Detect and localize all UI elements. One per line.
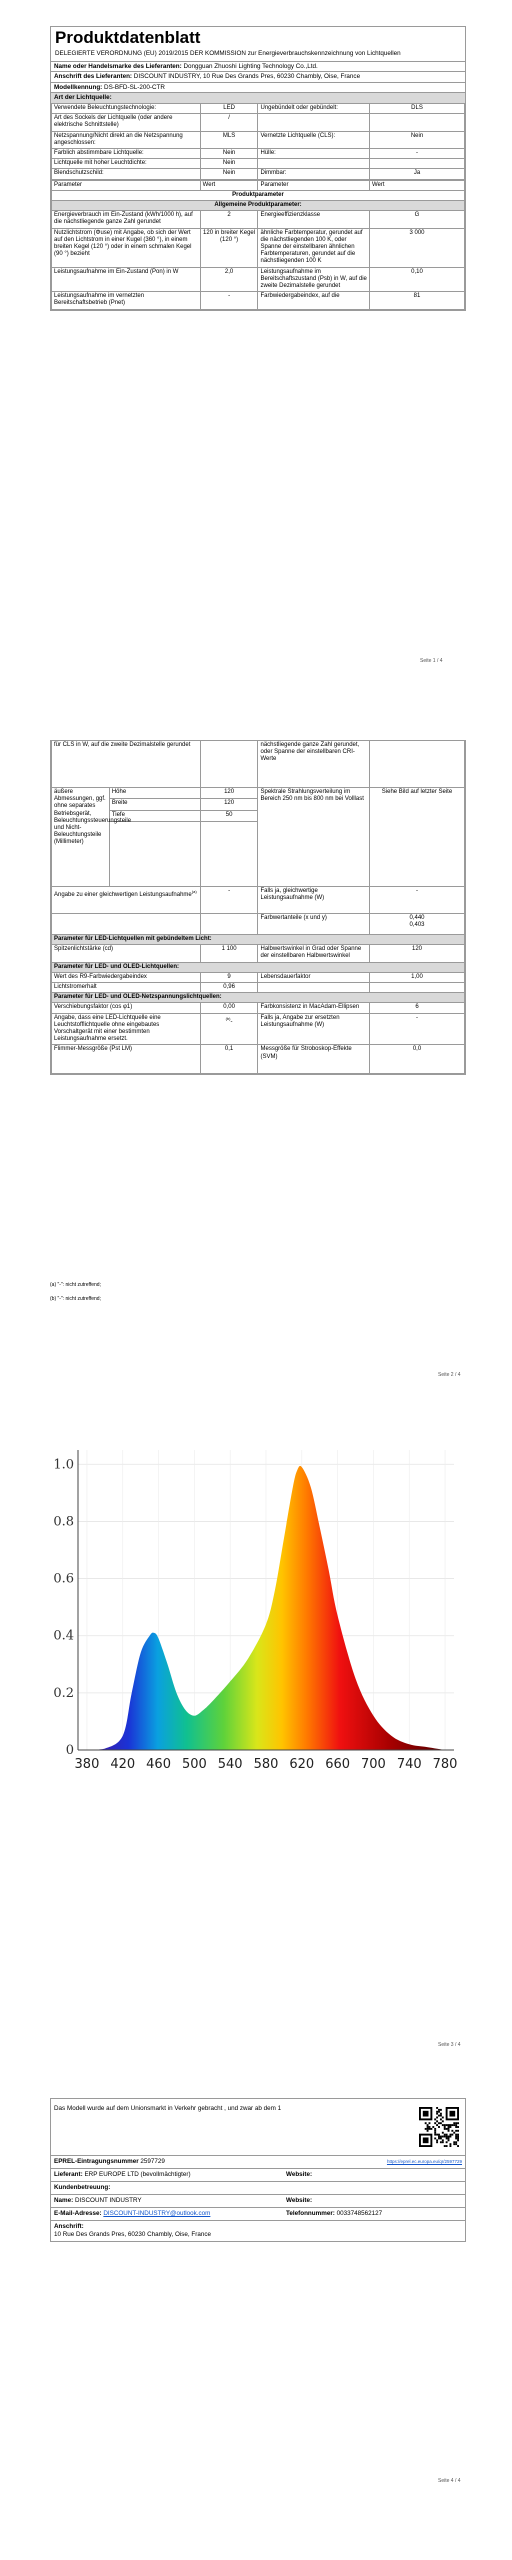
y-tick-label: 0.8 — [53, 1514, 74, 1530]
page2-table — [51, 740, 465, 1074]
qr-module — [457, 2126, 459, 2128]
consist-label: Farbkonsistenz in MacAdam-Ellipsen — [258, 1003, 370, 1013]
note-a: (a) "-": nicht zutreffend; — [50, 1282, 101, 1288]
name-label: Name: — [54, 2197, 74, 2204]
qr-module — [449, 2124, 451, 2126]
qr-module — [449, 2136, 451, 2138]
qr-module — [455, 2130, 457, 2132]
general-v2: G — [369, 211, 464, 228]
website-label: Website: — [286, 2171, 313, 2178]
eprel-link[interactable]: https://eprel.ec.europa.eu/qr/2597729 — [386, 2159, 462, 2164]
email-row — [51, 2207, 465, 2220]
qr-module — [438, 2136, 440, 2138]
type-v2: Nein — [369, 131, 464, 148]
anschrift-label: Anschrift: — [54, 2223, 84, 2230]
qr-module — [436, 2107, 438, 2109]
qr-module — [440, 2113, 442, 2115]
eprel-label: EPREL-Eintragungsnummer — [54, 2158, 139, 2165]
qr-module — [438, 2122, 440, 2124]
qr-module — [444, 2145, 446, 2147]
chroma-x: 0,440 — [409, 915, 425, 921]
type-v1: LED — [200, 103, 258, 113]
type-l1: Farblich abstimmbare Lichtquelle: — [52, 148, 201, 158]
supplier-value: Dongguan Zhuoshi Lighting Technology Co.,Ltd. — [183, 62, 318, 70]
claim-right-value: - — [369, 1013, 464, 1045]
qr-module — [434, 2134, 436, 2136]
kundenbetreuung-row — [51, 2181, 465, 2194]
claim-label: Angabe, dass eine LED-Lichtquelle eine Leuchtstofflichtquelle ohne eingebautes Vorschaltgerät mit einer bestimmten Leistungsaufnahme ersetzt. — [52, 1013, 201, 1045]
qr-module — [448, 2126, 450, 2128]
qr-module — [440, 2136, 442, 2138]
qr-module — [442, 2120, 444, 2122]
qr-module — [427, 2126, 429, 2128]
qr-module — [444, 2126, 446, 2128]
qr-module — [440, 2109, 442, 2111]
type-v1: Nein — [200, 148, 258, 158]
qr-module — [446, 2145, 448, 2147]
general-row — [52, 292, 465, 309]
type-v2: DLS — [369, 103, 464, 113]
col-param-2: Parameter — [258, 180, 370, 190]
qr-module — [448, 2130, 450, 2132]
regulation-text: DELEGIERTE VERORDNUNG (EU) 2019/2015 DER KOMMISSION zur Energieverbrauchskennzeichnung von Lichtquellen — [55, 50, 401, 57]
qr-module — [432, 2126, 434, 2128]
general-l1: Leistungsaufnahme im Ein-Zustand (Pon) in W — [52, 267, 201, 292]
strobo-label: Messgröße für Stroboskop-Effekte (SVM) — [258, 1045, 370, 1074]
note-b: (b) "-": nicht zutreffend; — [50, 1296, 101, 1302]
equiv-label: Angabe zu einer gleichwertigen Leistungsaufnahme$^{(a)}$ — [52, 887, 201, 914]
qr-module — [438, 2109, 440, 2111]
qr-module — [440, 2137, 442, 2139]
mains-heading: Parameter für LED- und OLED-Netzspannungslichtquellen: — [52, 993, 465, 1003]
qr-module — [455, 2126, 457, 2128]
anschrift-value: 10 Rue Des Grands Pres, 60230 Chambly, Oise, France — [54, 2231, 212, 2238]
dims-label: äußere Abmessungen, ggf. ohne separates Betriebsgerät, Beleuchtungssteuerungsteile und Nicht-Beleuchtungsteile (Millimeter) — [52, 788, 110, 887]
qr-module — [438, 2137, 440, 2139]
consist-value: 6 — [369, 1003, 464, 1013]
claim-value: $^{(b)}$- — [200, 1013, 258, 1045]
general-row — [52, 228, 465, 267]
phone-group — [286, 2210, 382, 2218]
qr-module — [455, 2136, 457, 2138]
dim-value-1: 120 — [200, 799, 258, 810]
flicker-value: 0,1 — [200, 1045, 258, 1074]
x-tick-label: 660 — [325, 1757, 351, 1772]
qr-module — [442, 2124, 444, 2126]
qr-module — [436, 2120, 438, 2122]
halfangle-label: Halbwertswinkel in Grad oder Spanne der einstellbaren Halbwertswinkel — [258, 945, 370, 962]
type-row — [52, 169, 465, 179]
qr-module — [449, 2134, 451, 2136]
general-l1: Energieverbrauch im Ein-Zustand (kWh/1000 h), auf die nächstliegende ganze Zahl gerundet — [52, 211, 201, 228]
qr-module — [457, 2145, 459, 2147]
spectrum-svg — [50, 1438, 464, 1788]
qr-module — [423, 2137, 429, 2143]
qr-module — [438, 2115, 440, 2117]
type-l1: Blendschutzschild: — [52, 169, 201, 179]
qr-module — [444, 2134, 446, 2136]
peak-value: 1 100 — [200, 945, 258, 962]
qr-module — [451, 2124, 453, 2126]
qr-module — [449, 2145, 451, 2147]
qr-module — [453, 2143, 455, 2145]
qr-module — [425, 2128, 427, 2130]
claim-right-label: Falls ja, Angabe zur ersetzten Leistungsaufnahme (W) — [258, 1013, 370, 1045]
qr-module — [430, 2128, 432, 2130]
x-tick-label: 500 — [181, 1757, 207, 1772]
address-label: Anschrift des Lieferanten: — [54, 73, 133, 81]
type-v1: Nein — [200, 169, 258, 179]
qr-module — [436, 2139, 438, 2141]
website2-label: Website: — [286, 2197, 313, 2204]
pf-value: 0,00 — [200, 1003, 258, 1013]
model-row — [51, 82, 465, 93]
qr-module — [427, 2130, 429, 2132]
qr-module — [434, 2130, 436, 2132]
qr-module — [453, 2141, 455, 2143]
supplier-row — [51, 61, 465, 72]
type-v1: / — [200, 114, 258, 131]
qr-module — [442, 2136, 444, 2138]
qr-module — [453, 2122, 455, 2124]
intro-text: Das Modell wurde auf dem Unionsmarkt in Verkehr gebracht , und zwar ab dem 1 — [54, 2105, 282, 2112]
lieferant-row — [51, 2168, 465, 2181]
qr-module — [457, 2130, 459, 2132]
model-label: Modellkennung: — [54, 83, 103, 91]
qr-module — [436, 2113, 438, 2115]
qr-module — [455, 2143, 457, 2145]
type-l1: Verwendete Beleuchtungstechnologie: — [52, 103, 201, 113]
general-l2: Farbwiedergabeindex, auf die — [258, 292, 370, 309]
pf-label: Verschiebungsfaktor (cos φ1) — [52, 1003, 201, 1013]
email-label: E-Mail-Adresse: — [54, 2210, 102, 2217]
qr-module — [429, 2126, 431, 2128]
qr-module — [442, 2139, 444, 2141]
qr-module — [446, 2134, 448, 2136]
type-l2: Dimmbar: — [258, 169, 370, 179]
qr-module — [438, 2111, 440, 2113]
type-v1: MLS — [200, 131, 258, 148]
general-row — [52, 211, 465, 228]
qr-module — [434, 2118, 436, 2120]
general-v2: 0,10 — [369, 267, 464, 292]
qr-module — [449, 2111, 455, 2117]
page-number-3: Seite 3 / 4 — [438, 2042, 461, 2048]
general-l1: Nutzlichtstrom (Φuse) mit Angabe, ob sich der Wert auf den Lichtstrom in einer Kugel (360 °), in einem breiten Kegel (120 °) oder in einem schmalen Kegel (90 °) bezieht — [52, 228, 201, 267]
qr-module — [440, 2118, 442, 2120]
peak-label: Spitzenlichtstärke (cd) — [52, 945, 201, 962]
qr-module — [449, 2143, 451, 2145]
r9-label: Wert des R9-Farbwiedergabeindex — [52, 972, 201, 982]
qr-module — [438, 2134, 440, 2136]
general-l2: Leistungsaufnahme im Bereitschaftszustand (Psb) in W, auf die zweite Dezimalstelle gerundet — [258, 267, 370, 292]
model-value: DS-BFD-SL-200-CTR — [104, 83, 165, 91]
col-value-2: Wert — [369, 180, 464, 190]
type-l1: Netzspannung/Nicht direkt an die Netzspannung angeschlossen: — [52, 131, 201, 148]
r9-value: 9 — [200, 972, 258, 982]
qr-module — [434, 2128, 436, 2130]
page-number-4: Seite 4 / 4 — [438, 2478, 461, 2484]
kundenbetreuung-label: Kundenbetreuung: — [54, 2184, 111, 2191]
page-4-frame — [50, 2098, 466, 2242]
type-l2: Ungebündelt oder gebündelt: — [258, 103, 370, 113]
x-tick-label: 740 — [396, 1757, 422, 1772]
qr-module — [438, 2126, 440, 2128]
general-l1: Leistungsaufnahme im vernetzten Bereitschaftsbetrieb (Pnet) — [52, 292, 201, 309]
x-tick-label: 420 — [110, 1757, 136, 1772]
type-l2 — [258, 114, 370, 131]
dim-name-0: Höhe — [109, 788, 200, 799]
qr-module — [444, 2136, 446, 2138]
type-v2 — [369, 159, 464, 169]
phone-label: Telefonnummer: — [286, 2210, 335, 2217]
col-param-1: Parameter — [52, 180, 201, 190]
chroma-y: 0,403 — [409, 922, 425, 929]
qr-module — [442, 2132, 444, 2134]
led-heading: Parameter für LED- und OLED-Lichtquellen: — [52, 962, 465, 972]
eprel-value: 2597729 — [140, 2158, 165, 2165]
x-tick-label: 780 — [432, 1757, 458, 1772]
general-v2: 3 000 — [369, 228, 464, 267]
qr-module — [446, 2124, 448, 2126]
general-v1: 2,0 — [200, 267, 258, 292]
intro-block — [51, 2099, 465, 2155]
x-tick-label: 380 — [74, 1757, 100, 1772]
qr-module — [448, 2137, 450, 2139]
qr-module — [436, 2124, 438, 2126]
qr-module — [448, 2136, 450, 2138]
type-row — [52, 114, 465, 131]
qr-module — [457, 2139, 459, 2141]
general-l2: Energieeffizienzklasse — [258, 211, 370, 228]
dim-name-1: Breite — [109, 799, 200, 810]
qr-module — [457, 2136, 459, 2138]
lieferant-value: ERP EUROPE LTD (bevollmächtigter) — [84, 2171, 191, 2178]
qr-module — [423, 2111, 429, 2117]
general-row — [52, 267, 465, 292]
qr-module — [457, 2137, 459, 2139]
general-l2: ähnliche Farbtemperatur, gerundet auf die nächstliegenden 100 K, oder Spanne der einstellbaren ähnlichen Farbtemperaturen, gerundet auf die nächstliegenden 100 K — [258, 228, 370, 267]
qr-module — [446, 2128, 448, 2130]
qr-module — [457, 2122, 459, 2124]
qr-module — [436, 2117, 438, 2119]
qr-module — [429, 2122, 431, 2124]
type-l2 — [258, 159, 370, 169]
type-row — [52, 159, 465, 169]
dim-value-0: 120 — [200, 788, 258, 799]
general-v1: - — [200, 292, 258, 309]
general-v1: 2 — [200, 211, 258, 228]
qr-module — [455, 2141, 457, 2143]
qr-module — [436, 2111, 438, 2113]
general-v1: 120 in breiter Kegel (120 °) — [200, 228, 258, 267]
y-tick-label: 0 — [65, 1743, 74, 1758]
qr-module — [444, 2128, 446, 2130]
type-l2: Hülle: — [258, 148, 370, 158]
address-row — [51, 71, 465, 82]
y-tick-label: 1.0 — [53, 1457, 74, 1473]
qr-module — [446, 2137, 448, 2139]
qr-module — [434, 2137, 436, 2139]
dim-name-2: Tiefe — [109, 810, 200, 821]
page-title: Produktdatenblatt — [55, 28, 201, 47]
qr-code — [419, 2107, 459, 2147]
lieferant-label: Lieferant: — [54, 2171, 83, 2178]
lumen-value: 0,96 — [200, 983, 258, 993]
qr-module — [457, 2134, 459, 2136]
qr-module — [455, 2122, 457, 2124]
email-link[interactable]: DISCOUNT-INDUSTRY@outlook.com — [103, 2210, 211, 2217]
lumen-label: Lichtstromerhalt — [52, 983, 201, 993]
type-row — [52, 103, 465, 113]
name-value: DISCOUNT INDUSTRY — [75, 2197, 142, 2204]
qr-module — [451, 2130, 453, 2132]
general-params-heading: Allgemeine Produktparameter: — [52, 201, 465, 211]
type-v2: Ja — [369, 169, 464, 179]
eprel-row — [51, 2155, 465, 2168]
qr-module — [448, 2124, 450, 2126]
cont-left: für CLS in W, auf die zweite Dezimalstelle gerundet — [52, 741, 201, 788]
y-tick-label: 0.4 — [53, 1628, 74, 1644]
light-source-type-table — [51, 103, 465, 180]
x-tick-label: 460 — [146, 1757, 171, 1772]
type-v2: - — [369, 148, 464, 158]
survival-value: 1,00 — [369, 972, 464, 982]
qr-module — [446, 2141, 448, 2143]
y-tick-label: 0.6 — [53, 1571, 74, 1587]
spectral-value: Siehe Bild auf letzter Seite — [369, 788, 464, 887]
type-l1: Lichtquelle mit hoher Leuchtdichte: — [52, 159, 201, 169]
col-value-1: Wert — [200, 180, 258, 190]
page-number-1: Seite 1 / 4 — [420, 658, 443, 664]
qr-module — [444, 2124, 446, 2126]
y-tick-label: 0.2 — [53, 1685, 74, 1701]
qr-module — [455, 2134, 457, 2136]
x-tick-label: 620 — [289, 1757, 315, 1772]
qr-module — [455, 2137, 457, 2139]
qr-module — [448, 2128, 450, 2130]
type-l1: Art des Sockels der Lichtquelle (oder andere elektrische Schnittstelle) — [52, 114, 201, 131]
qr-module — [436, 2134, 438, 2136]
qr-module — [429, 2128, 431, 2130]
type-v1: Nein — [200, 159, 258, 169]
qr-module — [442, 2117, 444, 2119]
spectrum-chart — [50, 1438, 464, 1788]
x-tick-label: 700 — [361, 1757, 386, 1772]
survival-label: Lebensdauerfaktor — [258, 972, 370, 982]
directional-heading: Parameter für LED-Lichtquellen mit gebündeltem Licht: — [52, 935, 465, 945]
name-row — [51, 2194, 465, 2207]
qr-module — [440, 2141, 442, 2143]
type-row — [52, 148, 465, 158]
qr-module — [448, 2139, 450, 2141]
qr-module — [425, 2122, 427, 2124]
qr-module — [442, 2141, 444, 2143]
qr-module — [427, 2124, 429, 2126]
x-tick-label: 580 — [253, 1757, 279, 1772]
qr-module — [440, 2122, 442, 2124]
qr-module — [434, 2132, 436, 2134]
cont-right: nächstliegende ganze Zahl gerundet, oder Spanne der einstellbaren CRI-Werte — [258, 741, 370, 788]
equiv-right-label: Falls ja, gleichwertige Leistungsaufnahme (W) — [258, 887, 370, 914]
spectral-label: Spektrale Strahlungsverteilung im Bereich 250 nm bis 800 nm bei Volllast — [258, 788, 370, 887]
qr-module — [453, 2124, 455, 2126]
light-source-type-header: Art der Lichtquelle: — [51, 92, 465, 103]
general-v2: 81 — [369, 292, 464, 309]
x-tick-label: 540 — [217, 1757, 243, 1772]
qr-module — [453, 2132, 455, 2134]
type-row — [52, 131, 465, 148]
flicker-label: Flimmer-Messgröße (Pst LM) — [52, 1045, 201, 1074]
product-params-table — [51, 180, 465, 310]
qr-module — [451, 2134, 453, 2136]
type-v2 — [369, 114, 464, 131]
qr-module — [434, 2122, 436, 2124]
chroma-label: Farbwertanteile (x und y) — [258, 914, 370, 935]
equiv-value: - — [200, 887, 258, 914]
page-1-frame — [50, 26, 466, 311]
supplier-label: Name oder Handelsmarke des Lieferanten: — [54, 62, 182, 70]
equiv-right-value: - — [369, 887, 464, 914]
chroma-values — [369, 914, 464, 935]
page-2-frame — [50, 740, 466, 1075]
halfangle-value: 120 — [369, 945, 464, 962]
strobo-value: 0,0 — [369, 1045, 464, 1074]
page-number-2: Seite 2 / 4 — [438, 1372, 461, 1378]
type-l2: Vernetzte Lichtquelle (CLS): — [258, 131, 370, 148]
qr-module — [446, 2136, 448, 2138]
phone-value: 0033748562127 — [336, 2210, 383, 2217]
qr-module — [427, 2128, 429, 2130]
qr-module — [436, 2141, 438, 2143]
dim-value-2: 50 — [200, 810, 258, 821]
qr-module — [449, 2126, 451, 2128]
product-params-heading: Produktparameter — [52, 190, 465, 200]
qr-module — [440, 2115, 442, 2117]
address-value: DISCOUNT INDUSTRY, 10 Rue Des Grands Pres, 60230 Chambly, Oise, France — [133, 73, 361, 81]
anschrift-row — [51, 2220, 465, 2241]
qr-module — [455, 2124, 457, 2126]
